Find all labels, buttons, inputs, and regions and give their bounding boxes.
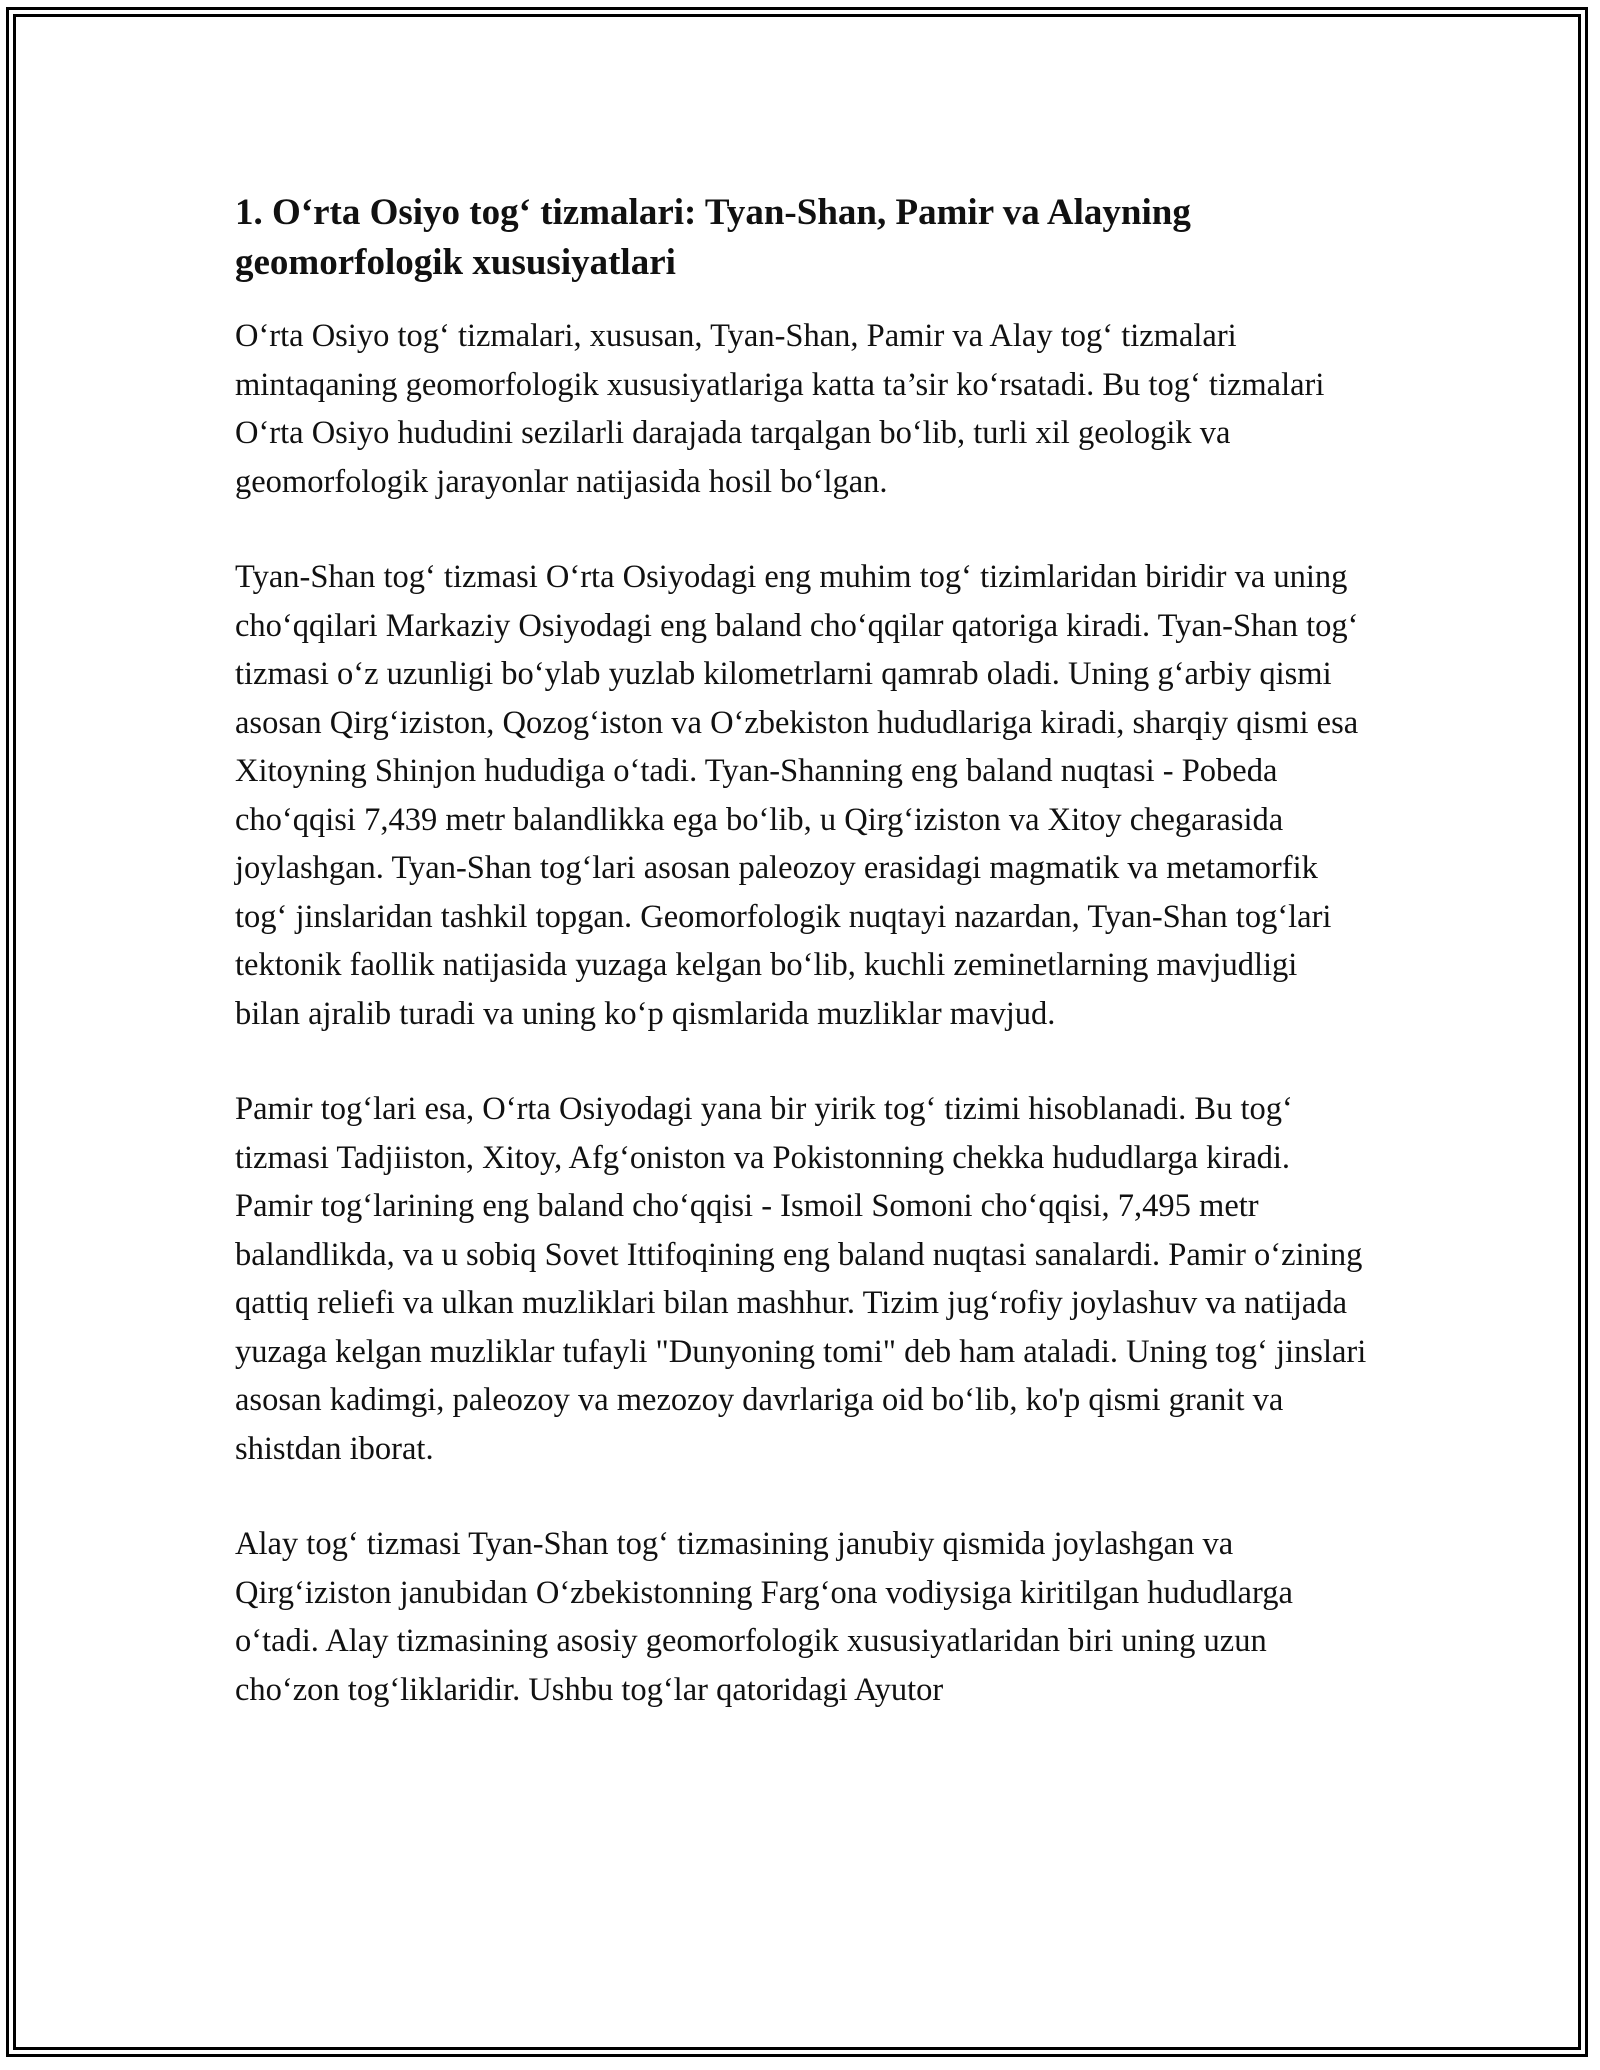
- paragraph-tyan-shan: Tyan-Shan tog‘ tizmasi O‘rta Osiyodagi eng muhim tog‘ tizimlaridan biridir va uning cho‘qqilari Markaziy Osiyodagi eng baland cho‘qqilar qatoriga kiradi. Tyan-Shan tog‘ tizmasi o‘z uzunligi bo‘ylab yuzlab kilometrlarni qamrab oladi. Uning g‘arbiy qismi asosan Qirg‘iziston, Qozog‘iston va O‘zbekiston hududlariga kiradi, sharqiy qismi esa Xitoyning Shinjon hududiga o‘tadi. Tyan-Shanning eng baland nuqtasi - Pobeda cho‘qqisi 7,439 metr balandlikka ega bo‘lib, u Qirg‘iziston va Xitoy chegarasida joylashgan. Tyan-Shan tog‘lari asosan paleozoy erasidagi magmatik va metamorfik tog‘ jinslaridan tashkil topgan. Geomorfologik nuqtayi nazardan, Tyan-Shan tog‘lari tektonik faollik natijasida yuzaga kelgan bo‘lib, kuchli zeminetlarning mavjudligi bilan ajralib turadi va uning ko‘p qismlarida muzliklar mavjud.: [235, 559, 1359, 1032]
- document-body: [235, 188, 1370, 1761]
- paragraph-alay: Alay tog‘ tizmasi Tyan-Shan tog‘ tizmasining janubiy qismida joylashgan va Qirg‘iziston janubidan O‘zbekistonning Farg‘ona vodiysiga kiritilgan hududlarga o‘tadi. Alay tizmasining asosiy geomorfologik xususiyatlaridan biri uning uzun cho‘zon tog‘liklaridir. Ushbu tog‘lar qatoridagi Ayutor: [235, 1526, 1293, 1708]
- paragraph-intro: O‘rta Osiyo tog‘ tizmalari, xususan, Tyan-Shan, Pamir va Alay tog‘ tizmalari mintaqaning geomorfologik xususiyatlariga katta ta’sir ko‘rsatadi. Bu tog‘ tizmalari O‘rta Osiyo hududini sezilarli darajada tarqalgan bo‘lib, turli xil geologik va geomorfologik jarayonlar natijasida hosil bo‘lgan.: [235, 318, 1325, 500]
- section-heading: 1. O‘rta Osiyo tog‘ tizmalari: Tyan-Shan, Pamir va Alayning geomorfologik xususiyatlari: [235, 192, 1191, 283]
- paragraph-pamir: Pamir tog‘lari esa, O‘rta Osiyodagi yana bir yirik tog‘ tizimi hisoblanadi. Bu tog‘ tizmasi Tadjiiston, Xitoy, Afg‘oniston va Pokistonning chekka hududlarga kiradi. Pamir tog‘larining eng baland cho‘qqisi - Ismoil Somoni cho‘qqisi, 7,495 metr balandlikda, va u sobiq Sovet Ittifoqining eng baland nuqtasi sanalardi. Pamir o‘zining qattiq reliefi va ulkan muzliklari bilan mashhur. Tizim jug‘rofiy joylashuv va natijada yuzaga kelgan muzliklar tufayli "Dunyoning tomi" deb ham ataladi. Uning tog‘ jinslari asosan kadimgi, paleozoy va mezozoy davrlariga oid bo‘lib, ko'p qismi granit va shistdan iborat.: [235, 1091, 1367, 1467]
